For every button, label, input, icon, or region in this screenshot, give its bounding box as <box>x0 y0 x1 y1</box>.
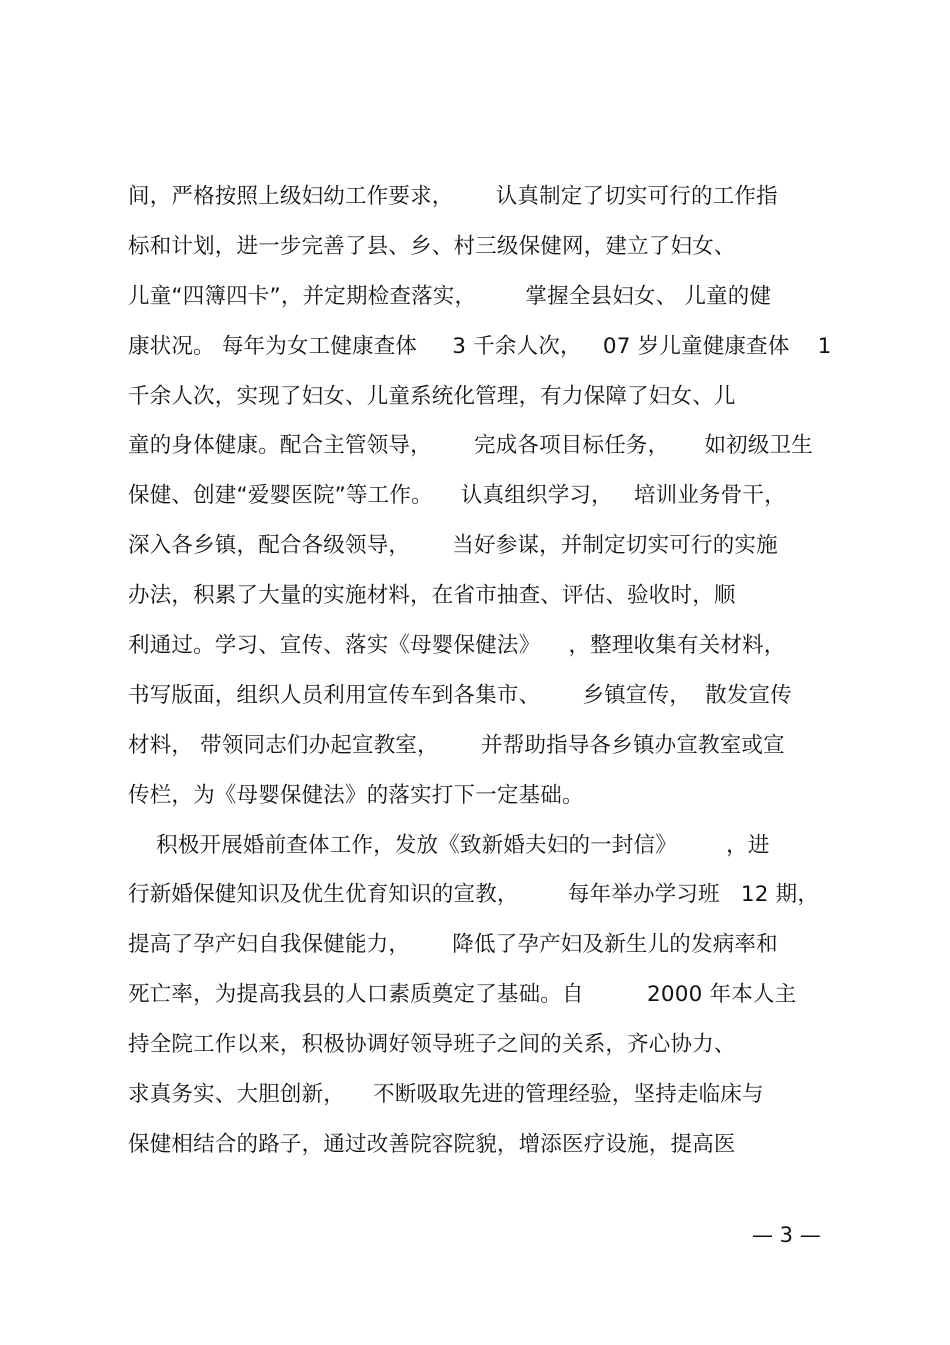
page-number: — 3 — <box>752 1223 821 1247</box>
body-text <box>128 172 838 1170</box>
text-line: 千余人次，实现了妇女、儿童系统化管理，有力保障了妇女、儿 <box>128 383 736 409</box>
text-line: 童的身体健康。配合主管领导， 完成各项目标任务， 如初级卫生 <box>128 433 813 459</box>
text-line: 间，严格按照上级妇幼工作要求， 认真制定了切实可行的工作指 <box>128 184 778 209</box>
text-line: 材料， 带领同志们办起宣教室， 并帮助指导各乡镇办宣教室或宣 <box>128 732 785 758</box>
text-line: 传栏，为《母婴保健法》的落实打下一定基础。 <box>128 782 584 808</box>
text-line: 提高了孕产妇自我保健能力， 降低了孕产妇及新生儿的发病率和 <box>128 932 778 958</box>
text-line: 死亡率，为提高我县的人口素质奠定了基础。自 2000 年本人主 <box>128 982 797 1008</box>
text-line: 深入各乡镇，配合各级领导， 当好参谋，并制定切实可行的实施 <box>128 533 778 559</box>
text-line: 保健、创建“爱婴医院”等工作。 认真组织学习， 培训业务骨干， <box>128 483 786 509</box>
text-line: 积极开展婚前查体工作，发放《致新婚夫妇的一封信》 ，进 <box>128 832 770 858</box>
text-line: 标和计划，进一步完善了县、乡、村三级保健网，建立了妇女、 <box>128 233 736 259</box>
text-line: 康状况。 每年为女工健康查体 3 千余人次， 07 岁儿童健康查体 1 <box>128 333 832 359</box>
text-line: 书写版面，组织人员利用宣传车到各集市、 乡镇宣传， 散发宣传 <box>128 682 792 708</box>
text-line: 求真务实、大胆创新， 不断吸取先进的管理经验，坚持走临床与 <box>128 1082 764 1108</box>
text-line: 持全院工作以来，积极协调好领导班子之间的关系，齐心协力、 <box>128 1032 736 1058</box>
text-line: 儿童“四簿四卡”，并定期检查落实， 掌握全县妇女、 儿童的健 <box>128 283 772 309</box>
text-line: 办法，积累了大量的实施材料，在省市抽查、评估、验收时，顺 <box>128 583 736 609</box>
text-line: 保健相结合的路子，通过改善院容院貌，增添医疗设施，提高医 <box>128 1131 736 1157</box>
text-line: 行新婚保健知识及优生优育知识的宣教， 每年举办学习班 12 期， <box>128 882 820 908</box>
text-line: 利通过。学习、宣传、落实《母婴保健法》 ，整理收集有关材料， <box>128 633 786 659</box>
